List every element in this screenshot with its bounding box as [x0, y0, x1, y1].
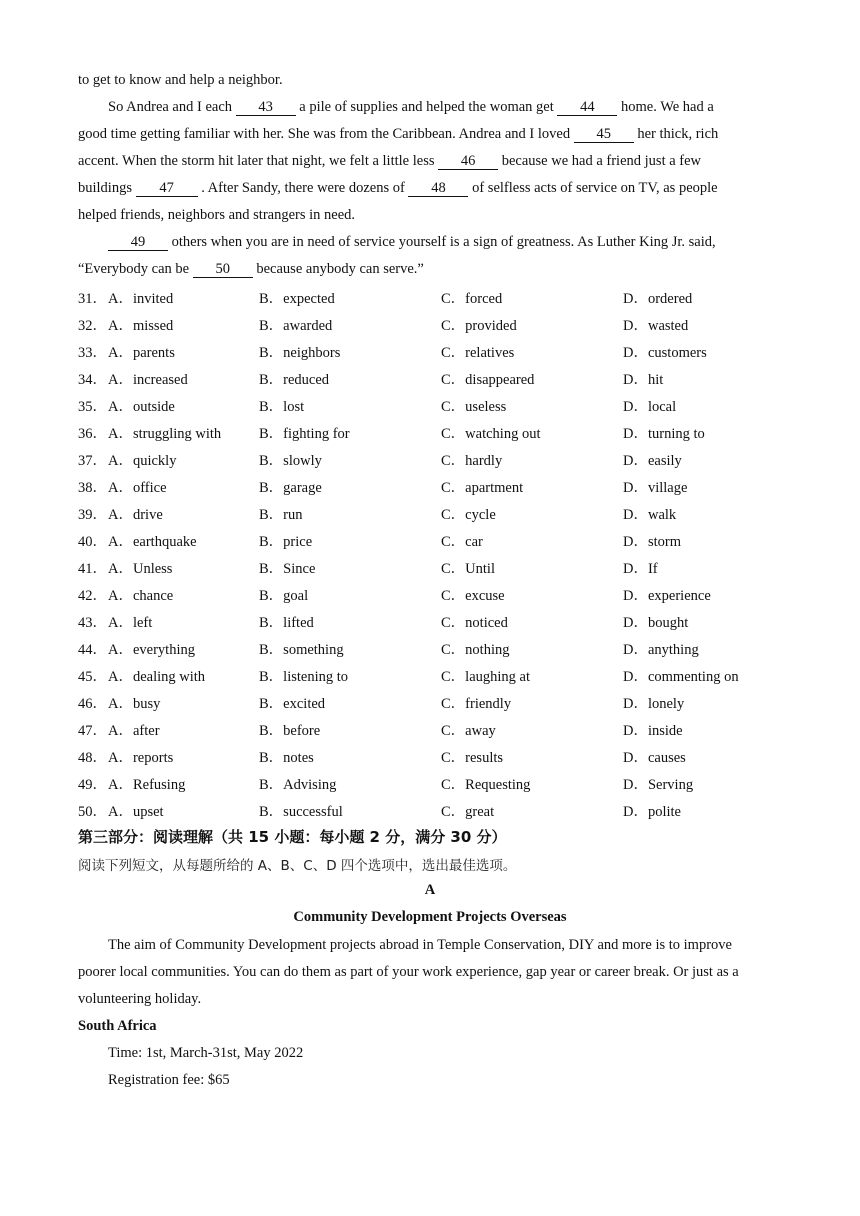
- option-c: C．cycle: [441, 507, 496, 523]
- option-a: A．office: [108, 480, 167, 496]
- question-number: 36．: [78, 426, 107, 442]
- reading-fee: Registration fee: $65: [108, 1072, 230, 1088]
- option-c: C．relatives: [441, 345, 515, 361]
- option-c: C．noticed: [441, 615, 508, 631]
- question-number: 47．: [78, 723, 107, 739]
- option-b: B．listening to: [259, 669, 349, 685]
- option-b: B．something: [259, 642, 344, 658]
- option-d: D．hit: [623, 372, 664, 388]
- option-d: D．storm: [623, 534, 681, 550]
- option-a: A．after: [108, 723, 160, 739]
- option-a: A．invited: [108, 291, 174, 307]
- option-b: B．run: [259, 507, 303, 523]
- passage-letter: A: [424, 882, 436, 898]
- blank-50: 50: [193, 262, 253, 278]
- option-b: B．awarded: [259, 318, 333, 334]
- passage-text: a pile of supplies and helped the woman get: [299, 99, 554, 115]
- question-number: 35．: [78, 399, 107, 415]
- option-b: B．before: [259, 723, 321, 739]
- option-b: B．neighbors: [259, 345, 341, 361]
- option-a: A．struggling with: [108, 426, 222, 442]
- passage-text: home. We had a: [621, 99, 714, 115]
- option-c: C．results: [441, 750, 504, 766]
- option-b: B．fighting for: [259, 426, 350, 442]
- option-a: A．left: [108, 615, 153, 631]
- blank-48: 48: [408, 181, 468, 197]
- option-d: D．experience: [623, 588, 711, 604]
- option-c: C．friendly: [441, 696, 512, 712]
- passage-line: [78, 260, 424, 278]
- option-b: B．Since: [259, 561, 316, 577]
- passage-text: . After Sandy, there were dozens of: [201, 180, 405, 196]
- section-heading: 第三部分：阅读理解（共 15 小题：每小题 2 分，满分 30 分）: [78, 828, 507, 846]
- option-b: B．reduced: [259, 372, 330, 388]
- option-c: C．watching out: [441, 426, 541, 442]
- option-d: D．anything: [623, 642, 699, 658]
- option-a: A．Refusing: [108, 777, 186, 793]
- passage-text: So Andrea and I each: [108, 99, 233, 115]
- option-a: A．earthquake: [108, 534, 197, 550]
- passage-text: her thick, rich: [637, 126, 719, 142]
- passage-text: good time getting familiar with her. She was from the Caribbean. Andrea and I loved: [78, 126, 571, 142]
- blank-44: 44: [557, 100, 617, 116]
- option-c: C．car: [441, 534, 483, 550]
- option-d: D．If: [623, 561, 658, 577]
- passage-line: [78, 152, 701, 170]
- passage-text: others when you are in need of service yourself is a sign of greatness. As Luther King Jr. said,: [171, 234, 716, 250]
- option-b: B．garage: [259, 480, 322, 496]
- passage-text: of selfless acts of service on TV, as people: [472, 180, 718, 196]
- option-d: D．easily: [623, 453, 682, 469]
- option-c: C．hardly: [441, 453, 503, 469]
- passage-line: [108, 233, 716, 251]
- question-number: 40．: [78, 534, 107, 550]
- question-number: 45．: [78, 669, 107, 685]
- option-d: D．walk: [623, 507, 677, 523]
- option-d: D．lonely: [623, 696, 685, 712]
- passage-text: because we had a friend just a few: [501, 153, 702, 169]
- option-a: A．drive: [108, 507, 163, 523]
- passage-title: Community Development Projects Overseas: [293, 909, 567, 925]
- option-d: D．village: [623, 480, 688, 496]
- question-number: 46．: [78, 696, 107, 712]
- question-number: 34．: [78, 372, 107, 388]
- question-number: 44．: [78, 642, 107, 658]
- reading-text: poorer local communities. You can do them as part of your work experience, gap year or career break. Or just as a: [78, 964, 739, 980]
- question-number: 41．: [78, 561, 107, 577]
- question-number: 42．: [78, 588, 107, 604]
- option-c: C．away: [441, 723, 496, 739]
- blank-46: 46: [438, 154, 498, 170]
- passage-line: [78, 206, 355, 224]
- option-d: D．local: [623, 399, 677, 415]
- blank-45: 45: [574, 127, 634, 143]
- option-c: C．provided: [441, 318, 517, 334]
- option-b: B．slowly: [259, 453, 322, 469]
- section-instruction: 阅读下列短文，从每题所给的 A、B、C、D 四个选项中，选出最佳选项。: [78, 858, 517, 874]
- option-c: C．excuse: [441, 588, 505, 604]
- question-number: 50．: [78, 804, 107, 820]
- option-a: A．upset: [108, 804, 164, 820]
- blank-43: 43: [236, 100, 296, 116]
- passage-line: [78, 71, 283, 89]
- reading-text: volunteering holiday.: [78, 991, 202, 1007]
- option-a: A．Unless: [108, 561, 173, 577]
- passage-text: to get to know and help a neighbor.: [78, 72, 283, 88]
- option-a: A．everything: [108, 642, 195, 658]
- option-a: A．reports: [108, 750, 174, 766]
- option-b: B．Advising: [259, 777, 337, 793]
- option-b: B．excited: [259, 696, 326, 712]
- passage-text: buildings: [78, 180, 132, 196]
- option-c: C．forced: [441, 291, 503, 307]
- question-number: 31．: [78, 291, 107, 307]
- option-d: D．customers: [623, 345, 707, 361]
- option-d: D．causes: [623, 750, 686, 766]
- blank-49: 49: [108, 235, 168, 251]
- option-c: C．great: [441, 804, 495, 820]
- option-b: B．expected: [259, 291, 335, 307]
- option-d: D．Serving: [623, 777, 694, 793]
- question-number: 49．: [78, 777, 107, 793]
- passage-line: [108, 98, 714, 116]
- option-d: D．bought: [623, 615, 689, 631]
- option-d: D．commenting on: [623, 669, 739, 685]
- reading-text: The aim of Community Development projects abroad in Temple Conservation, DIY and more is to improve: [108, 937, 732, 953]
- question-number: 32．: [78, 318, 107, 334]
- question-number: 48．: [78, 750, 107, 766]
- option-a: A．parents: [108, 345, 175, 361]
- option-b: B．successful: [259, 804, 343, 820]
- option-b: B．lost: [259, 399, 305, 415]
- passage-line: [78, 179, 718, 197]
- option-b: B．goal: [259, 588, 309, 604]
- option-c: C．useless: [441, 399, 507, 415]
- option-a: A．increased: [108, 372, 188, 388]
- option-b: B．price: [259, 534, 313, 550]
- passage-line: [78, 125, 718, 143]
- question-number: 37．: [78, 453, 107, 469]
- option-d: D．wasted: [623, 318, 689, 334]
- reading-subheading: South Africa: [78, 1018, 157, 1034]
- blank-47: 47: [136, 181, 198, 197]
- option-c: C．Requesting: [441, 777, 531, 793]
- option-d: D．turning to: [623, 426, 705, 442]
- option-d: D．ordered: [623, 291, 693, 307]
- option-b: B．lifted: [259, 615, 314, 631]
- passage-text: because anybody can serve.”: [256, 261, 424, 277]
- question-number: 39．: [78, 507, 107, 523]
- reading-time: Time: 1st, March-31st, May 2022: [108, 1045, 304, 1061]
- option-a: A．quickly: [108, 453, 177, 469]
- question-number: 43．: [78, 615, 107, 631]
- option-d: D．polite: [623, 804, 681, 820]
- option-c: C．Until: [441, 561, 495, 577]
- option-b: B．notes: [259, 750, 314, 766]
- option-d: D．inside: [623, 723, 683, 739]
- option-a: A．chance: [108, 588, 174, 604]
- option-c: C．disappeared: [441, 372, 535, 388]
- option-c: C．laughing at: [441, 669, 531, 685]
- option-a: A．missed: [108, 318, 174, 334]
- passage-text: “Everybody can be: [78, 261, 190, 277]
- question-number: 38．: [78, 480, 107, 496]
- option-c: C．nothing: [441, 642, 510, 658]
- passage-text: accent. When the storm hit later that night, we felt a little less: [78, 153, 435, 169]
- option-a: A．dealing with: [108, 669, 206, 685]
- option-a: A．busy: [108, 696, 161, 712]
- question-number: 33．: [78, 345, 107, 361]
- option-c: C．apartment: [441, 480, 524, 496]
- passage-text: helped friends, neighbors and strangers in need.: [78, 207, 356, 223]
- option-a: A．outside: [108, 399, 175, 415]
